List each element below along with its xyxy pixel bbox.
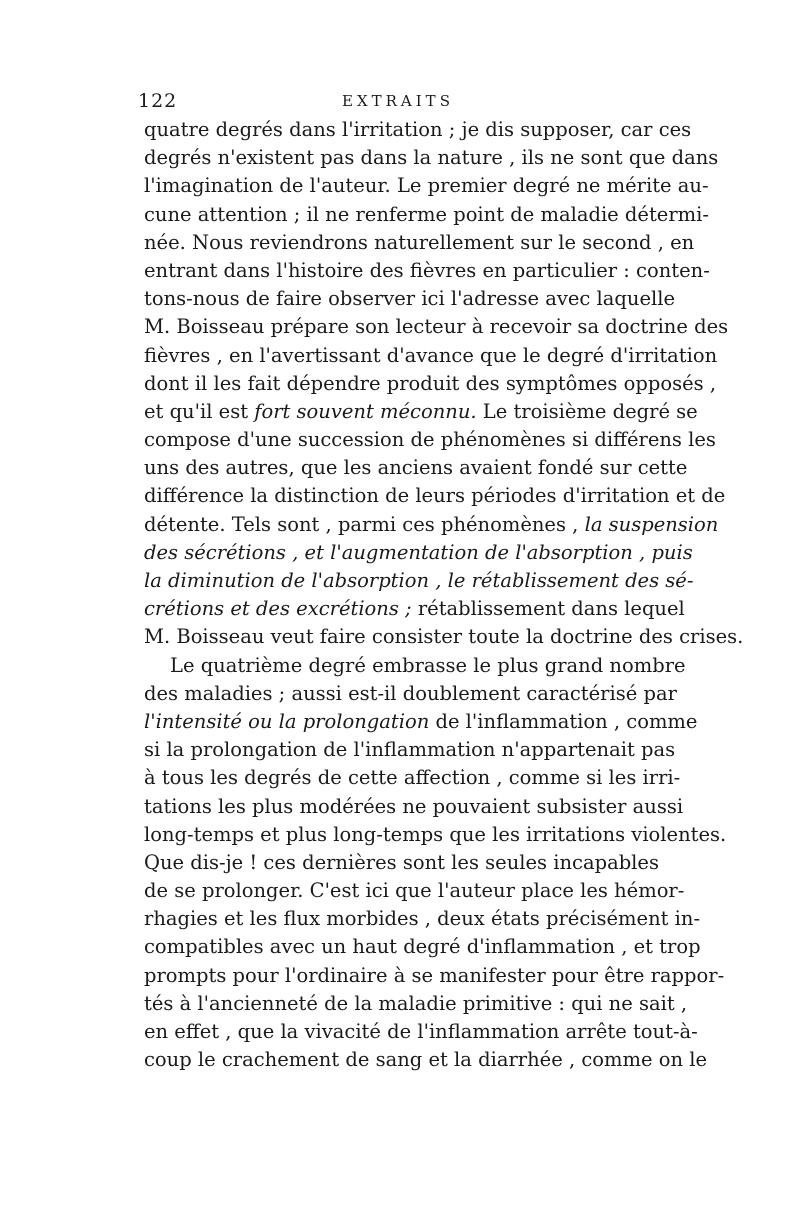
text-line [144, 793, 684, 821]
text-line [144, 116, 692, 144]
text-line [144, 962, 725, 990]
text-segment: et qu'il est [144, 399, 255, 423]
italic-text: la diminution de l'absorption , le rétablissement des sé- [144, 569, 694, 592]
body-text [144, 116, 744, 1074]
text-line [144, 511, 719, 539]
text-segment: prompts pour l'ordinaire à se manifester pour être rappor- [144, 963, 725, 987]
text-line [144, 849, 658, 877]
paragraph [144, 652, 727, 1075]
text-line [144, 285, 675, 313]
text-line [144, 172, 709, 200]
text-line [144, 482, 726, 510]
text-segment: tations les plus modérées ne pouvaient subsister aussi [144, 794, 684, 818]
text-segment: détente. Tels sont , parmi ces phénomènes , [144, 512, 585, 536]
text-segment: tés à l'ancienneté de la maladie primitive : qui ne sait , [144, 991, 688, 1015]
text-segment: entrant dans l'histoire des fièvres en particulier : conten- [144, 258, 710, 282]
text-segment: de se prolonger. C'est ici que l'auteur place les hémor- [144, 879, 685, 903]
text-segment: degrés n'existent pas dans la nature , ils ne sont que dans [144, 146, 719, 170]
text-line [144, 426, 716, 454]
italic-text: la suspension [584, 512, 719, 536]
text-line [144, 1046, 707, 1074]
text-segment: compose d'une succession de phénomènes si différens les [144, 428, 716, 452]
text-line [144, 764, 681, 792]
text-segment: cune attention ; il ne renferme point de maladie détermi- [144, 202, 709, 226]
text-line [144, 708, 698, 736]
text-segment: M. Boisseau prépare son lecteur à recevoir sa doctrine des [144, 315, 729, 339]
running-title: EXTRAITS [342, 92, 454, 110]
text-line [144, 877, 685, 905]
text-segment: rétablissement dans lequel [411, 597, 685, 621]
text-line [144, 398, 698, 426]
text-segment: Le quatrième degré embrasse le plus grand nombre [170, 653, 686, 677]
text-segment: compatibles avec un haut degré d'inflammation , et trop [144, 935, 701, 959]
text-segment: tons-nous de faire observer ici l'adresse avec laquelle [144, 287, 675, 311]
page-number: 122 [138, 90, 178, 112]
italic-text: des sécrétions , et l'augmentation de l'absorption , puis [144, 540, 693, 564]
text-line [144, 370, 717, 398]
text-line [144, 821, 727, 849]
text-line [144, 567, 694, 595]
text-segment: en effet , que la vivacité de l'inflammation arrête tout-à- [144, 1020, 698, 1043]
text-segment: long-temps et plus long-temps que les irritations violentes. [144, 822, 727, 846]
text-line [144, 905, 701, 933]
text-segment: des maladies ; aussi est-il doublement caractérisé par [144, 681, 677, 705]
text-line [144, 652, 686, 680]
text-segment: rhagies et les flux morbides , deux états précisément in- [144, 907, 701, 931]
text-segment: quatre degrés dans l'irritation ; je dis supposer, car ces [144, 118, 692, 141]
text-line [144, 680, 677, 708]
text-segment: coup le crachement de sang et la diarrhée , comme on le [144, 1048, 707, 1072]
italic-text: fort souvent méconnu. [254, 399, 477, 423]
running-head [138, 90, 658, 116]
text-segment: uns des autres, que les anciens avaient fondé sur cette [144, 456, 688, 480]
text-line [144, 539, 693, 567]
text-segment: à tous les degrés de cette affection , comme si les irri- [144, 766, 681, 790]
text-segment: différence la distinction de leurs périodes d'irritation et de [144, 484, 726, 508]
text-segment: M. Boisseau veut faire consister toute la doctrine des crises. [144, 625, 744, 649]
text-line [144, 595, 685, 623]
text-line [144, 257, 710, 285]
text-segment: Que dis-je ! ces dernières sont les seules incapables [144, 850, 659, 874]
text-segment: fièvres , en l'avertissant d'avance que le degré d'irritation [144, 343, 718, 367]
text-line [144, 623, 744, 651]
text-segment: de l'inflammation , comme [429, 709, 698, 733]
text-line [144, 144, 719, 172]
italic-text: crétions et des excrétions ; [144, 597, 412, 621]
text-segment: si la prolongation de l'inflammation n'appartenait pas [144, 738, 676, 762]
text-segment: l'imagination de l'auteur. Le premier degré ne mérite au- [144, 174, 709, 198]
paragraph [144, 116, 744, 652]
text-line [144, 229, 695, 257]
text-segment: dont il les fait dépendre produit des symptômes opposés , [144, 371, 717, 395]
text-segment: née. Nous reviendrons naturellement sur le second , en [144, 230, 695, 254]
text-line [144, 313, 729, 341]
text-line [144, 342, 718, 370]
text-line [144, 454, 688, 482]
italic-text: l'intensité ou la prolongation [144, 709, 430, 733]
text-line [144, 1018, 698, 1046]
text-line [144, 990, 688, 1018]
text-line [144, 933, 701, 961]
text-line [144, 736, 676, 764]
text-line [144, 201, 709, 229]
text-segment: Le troisième degré se [476, 399, 698, 423]
